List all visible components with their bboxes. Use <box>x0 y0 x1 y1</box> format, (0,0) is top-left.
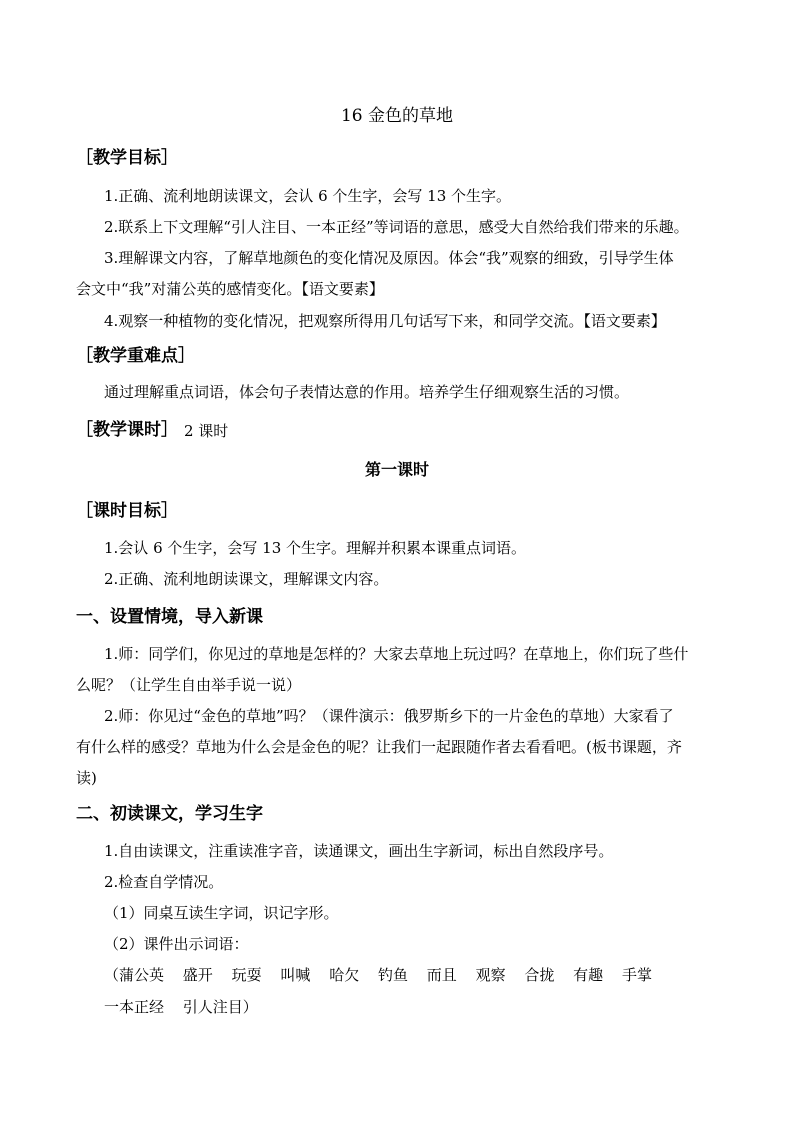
word-list-row <box>104 996 272 1018</box>
difficulty-text: 通过理解重点词语，体会句子表情达意的作用。培养学生仔细观察生活的习惯。 <box>104 383 630 401</box>
word-item: 而且 <box>426 966 457 984</box>
difficulty-heading: ［教学重难点］ <box>76 346 195 366</box>
lesson-goals-heading: ［课时目标］ <box>76 501 178 521</box>
lesson-title: 第一课时 <box>364 460 429 479</box>
word-item: 有趣 <box>573 966 604 984</box>
part2-line: （1）同桌互读生字词，识记字形。 <box>104 904 339 922</box>
goals-heading: ［教学目标］ <box>76 148 178 168</box>
part2-line: （2）课件出示词语： <box>104 935 249 953</box>
goal-line: 4.观察一种植物的变化情况，把观察所得用几句话写下来，和同学交流。【语文要素】 <box>104 312 666 330</box>
part2-heading: 二、初读课文，学习生字 <box>76 804 263 824</box>
part2-line: 1.自由读课文，注重读准字音，读通课文，画出生字新词，标出自然段序号。 <box>104 842 614 860</box>
part1-line: 2.师：你见过“金色的草地”吗？（课件演示：俄罗斯乡下的一片金色的草地）大家看了 <box>104 707 674 725</box>
word-item: 一本正经 <box>104 998 165 1016</box>
lesson-goal-line: 1.会认 6 个生字，会写 13 个生字。理解并积累本课重点词语。 <box>104 539 527 557</box>
word-item: 合拢 <box>524 966 555 984</box>
goal-line: 2.联系上下文理解“引人注目、一本正经”等词语的意思，感受大自然给我们带来的乐趣。 <box>104 218 689 236</box>
part2-line: 2.检查自学情况。 <box>104 873 224 891</box>
part1-line: 读) <box>76 769 97 787</box>
word-item: 钓鱼 <box>377 966 408 984</box>
word-item: 手掌 <box>621 966 652 984</box>
goal-line: 会文中“我”对蒲公英的感情变化。【语文要素】 <box>76 280 384 298</box>
word-item: （蒲公英 <box>104 966 165 984</box>
goal-line: 3.理解课文内容，了解草地颜色的变化情况及原因。体会“我”观察的细致，引导学生体 <box>104 249 674 267</box>
word-item: 叫喊 <box>280 966 311 984</box>
part1-line: 么呢？（让学生自由举手说一说） <box>76 676 302 694</box>
word-item: 玩耍 <box>231 966 262 984</box>
lesson-goal-line: 2.正确、流利地朗读课文，理解课文内容。 <box>104 570 389 588</box>
goal-line: 1.正确、流利地朗读课文，会认 6 个生字，会写 13 个生字。 <box>104 187 512 205</box>
word-item: 引人注目） <box>182 998 258 1016</box>
word-item: 盛开 <box>182 966 213 984</box>
hours-value: 2 课时 <box>184 422 229 440</box>
word-item: 观察 <box>475 966 506 984</box>
word-item: 哈欠 <box>329 966 360 984</box>
part1-heading: 一、设置情境，导入新课 <box>76 607 263 627</box>
word-list-row <box>104 964 666 986</box>
part1-line: 有什么样的感受？草地为什么会是金色的呢？让我们一起跟随作者去看看吧。(板书课题，齐 <box>76 738 682 756</box>
part1-line: 1.师：同学们，你见过的草地是怎样的？大家去草地上玩过吗？在草地上，你们玩了些什 <box>104 645 689 663</box>
hours-heading: ［教学课时］ <box>76 420 178 440</box>
document-title: 16 金色的草地 <box>340 106 454 126</box>
